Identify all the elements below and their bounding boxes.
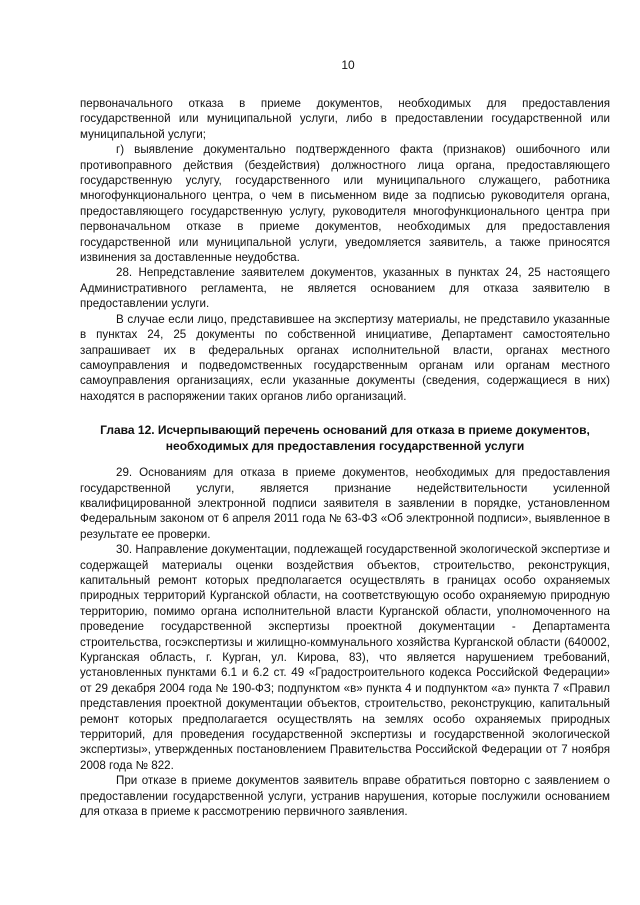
paragraph-28: 28. Непредставление заявителем документов, указанных в пунктах 24, 25 настоящего Административного регламента, не является основанием для отказа заявителю в предоставлении услуги. [80,266,610,311]
paragraph-29: 29. Основаниям для отказа в приеме документов, необходимых для предоставления государственной услуги, является признание недействительности усиленной квалифицированной электронной подписи заявителя в заявлении в порядке, установленном Федеральным законом от 6 апреля 2011 года № 63-ФЗ «Об электронной подписи», выявленное в результате ее проверки. [80,466,610,541]
page-number: 10 [341,58,355,72]
paragraph-item-g: г) выявление документально подтвержденного факта (признаков) ошибочного или противоправного действия (бездействия) должностного лица органа, предоставляющего государственную услугу, государственного или муниципального служащего, работника многофункционального центра, о чем в письменном виде за подписью руководителя органа, предоставляющего государственную услугу, руководителя многофункционального центра при первоначальном отказе в приеме документов, необходимых для предоставления государственной или муниципальной услуги, уведомляется заявитель, а также приносятся извинения за доставленные неудобства. [80,143,610,265]
document-page [80,58,610,819]
paragraph-continuation: первоначального отказа в приеме документов, необходимых для предоставления государственной или муниципальной услуги, либо в предоставлении государственной или муниципальной услуги; [80,97,610,141]
paragraph-28-case: В случае если лицо, представившее на экспертизу материалы, не представило указанные в пунктах 24, 25 документы по собственной инициативе, Департамент самостоятельно запрашивает их в федеральных органах исполнительной власти, органах местного самоуправления и подведомственных государственным органам или органам местного самоуправления организациях, если указанные документы (сведения, содержащиеся в них) находятся в распоряжении таких органов либо организаций. [80,312,610,403]
paragraph-refusal-note: При отказе в приеме документов заявитель вправе обратиться повторно с заявлением о предоставлении государственной услуги, устранив нарушения, которые послужили основанием для отказа в приеме к рассмотрению первичного заявления. [80,774,610,819]
chapter-12-heading: Глава 12. Исчерпывающий перечень оснований для отказа в приеме документов, необходимых для предоставления государственной услуги [100,423,590,454]
paragraph-30: 30. Направление документации, подлежащей государственной экологической экспертизе и содержащей материалы оценки воздействия объектов, строительство, реконструкция, капитальный ремонт которых предполагается осуществлять в границах особо охраняемых природных территорий Курганской области, на соответствующую особо охраняемую природную территорию, помимо органа исполнительной власти Курганской области, уполномоченного на проведение государственной экспертизы проектной документации - Департамента строительства, госэкспертизы и жилищно-коммунального хозяйства Курганской области (640002, Курганская область, г. Курган, ул. Кирова, 83), что является нарушением требований, установленных пунктами 6.1 и 6.2 ст. 49 «Градостроительного кодекса Российской Федерации» от 29 декабря 2004 года № 190-ФЗ; подпунктом «в» пункта 4 и подпунктом «а» пункта 7 «Правил представления проектной документации объектов, строительство, реконструкцию, капитальный ремонт которых предполагается осуществлять на землях особо охраняемых природных территорий, для проведения государственной экспертизы и государственной экологической экспертизы», утвержденных постановлением Правительства Российской Федерации от 7 ноября 2008 года № 822. [80,543,610,772]
